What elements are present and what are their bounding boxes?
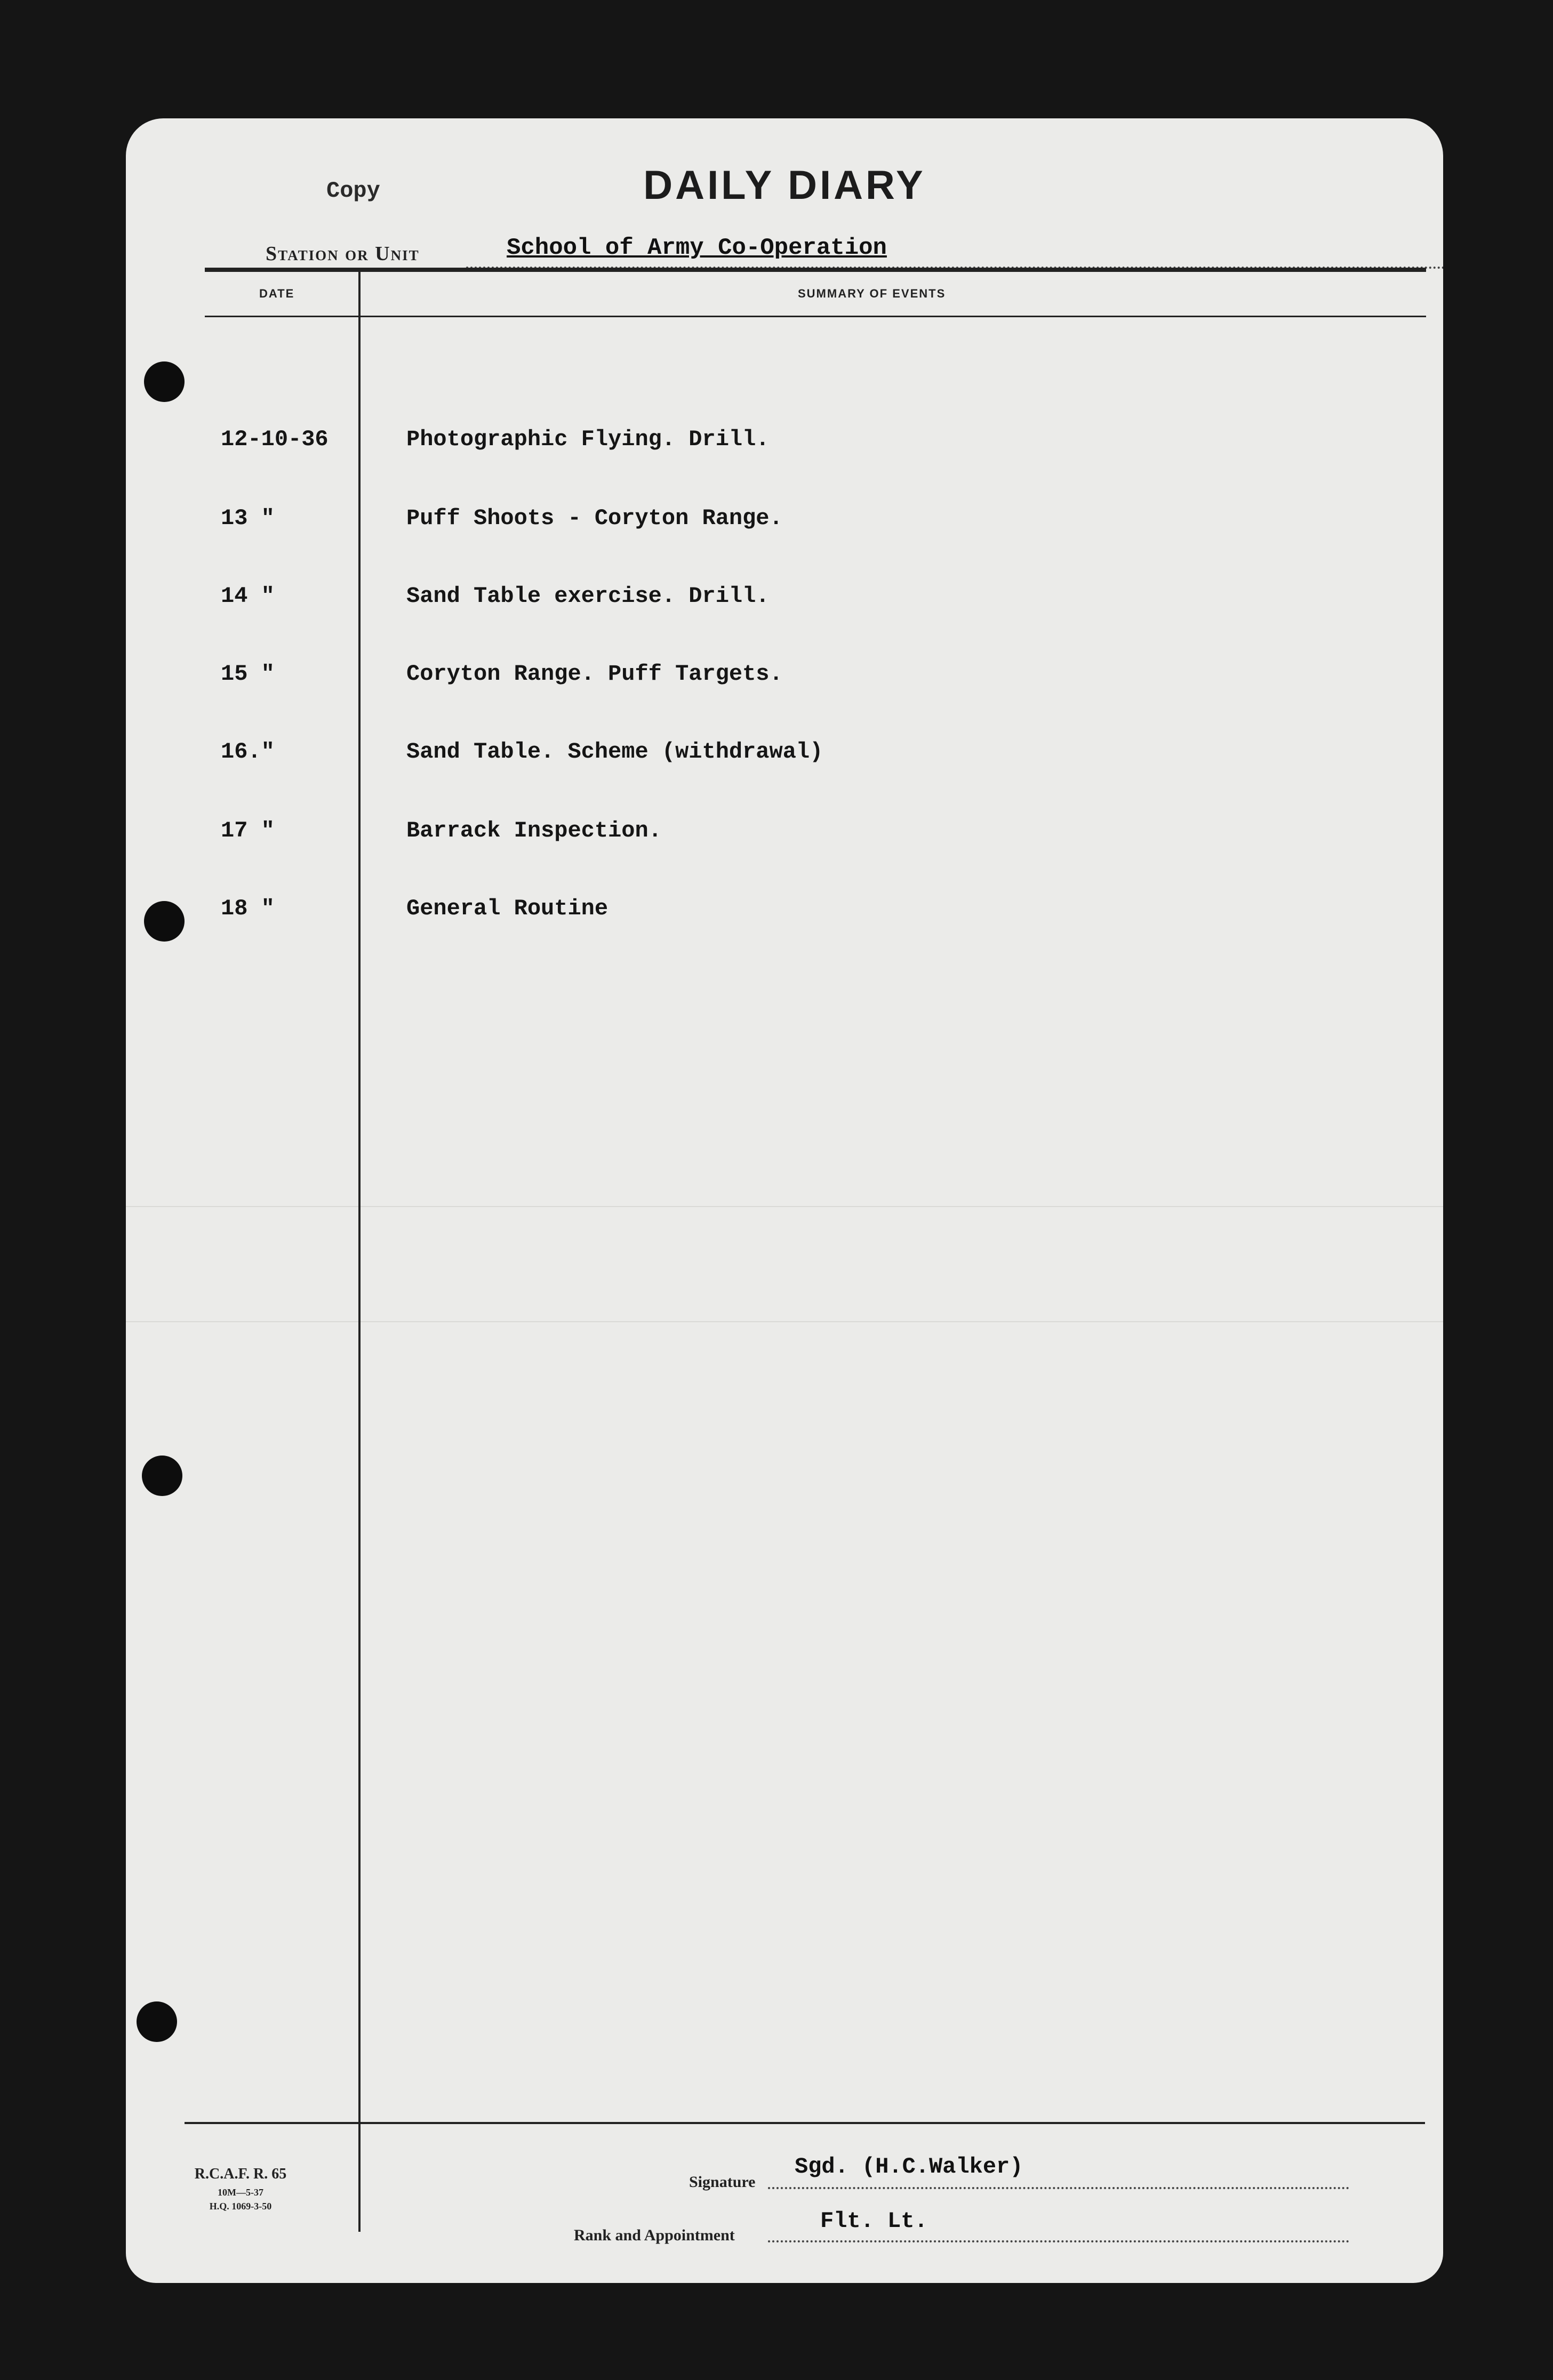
diary-page [126,118,1443,2283]
entry-event: Barrack Inspection. [406,818,662,843]
punch-hole [144,361,185,402]
entry-event: Sand Table exercise. Drill. [406,583,770,609]
summary-column-heading: SUMMARY OF EVENTS [798,287,946,300]
punch-hole [137,2001,177,2042]
signature-dotted-line [768,2187,1349,2189]
date-column-divider [358,270,361,2232]
station-label: Station or Unit [266,243,420,265]
entry-event: Puff Shoots - Coryton Range. [406,505,783,531]
entry-event: Sand Table. Scheme (withdrawal) [406,739,823,765]
rank-value: Flt. Lt. [820,2208,928,2234]
entry-event: Coryton Range. Puff Targets. [406,661,783,687]
signature-value: Sgd. (H.C.Walker) [795,2154,1023,2180]
date-column-heading: DATE [259,287,295,300]
page-title: DAILY DIARY [643,163,926,208]
entry-date: 13 " [221,505,275,531]
entry-date: 18 " [221,896,275,921]
entry-date: 14 " [221,583,275,609]
entry-date: 15 " [221,661,275,687]
rank-dotted-line [768,2240,1349,2242]
header-rule [205,268,1426,272]
fold-line [126,1206,1443,1207]
form-print-code: H.Q. 1069-3-50 [209,2201,272,2212]
entry-event: Photographic Flying. Drill. [406,427,770,452]
entry-event: General Routine [406,896,609,921]
column-head-rule [205,316,1426,317]
entry-date: 16." [221,739,275,765]
signature-label: Signature [689,2173,756,2191]
bottom-rule [185,2122,1425,2124]
punch-hole [144,901,185,942]
entry-date: 17 " [221,818,275,843]
punch-hole [142,1456,182,1496]
station-value: School of Army Co-Operation [507,235,887,261]
copy-label: Copy [326,178,380,204]
entry-date: 12-10-36 [221,427,329,452]
fold-line [126,1321,1443,1322]
form-print-code: 10M—5-37 [218,2187,263,2198]
form-code: R.C.A.F. R. 65 [194,2166,287,2182]
rank-label: Rank and Appointment [574,2226,735,2244]
